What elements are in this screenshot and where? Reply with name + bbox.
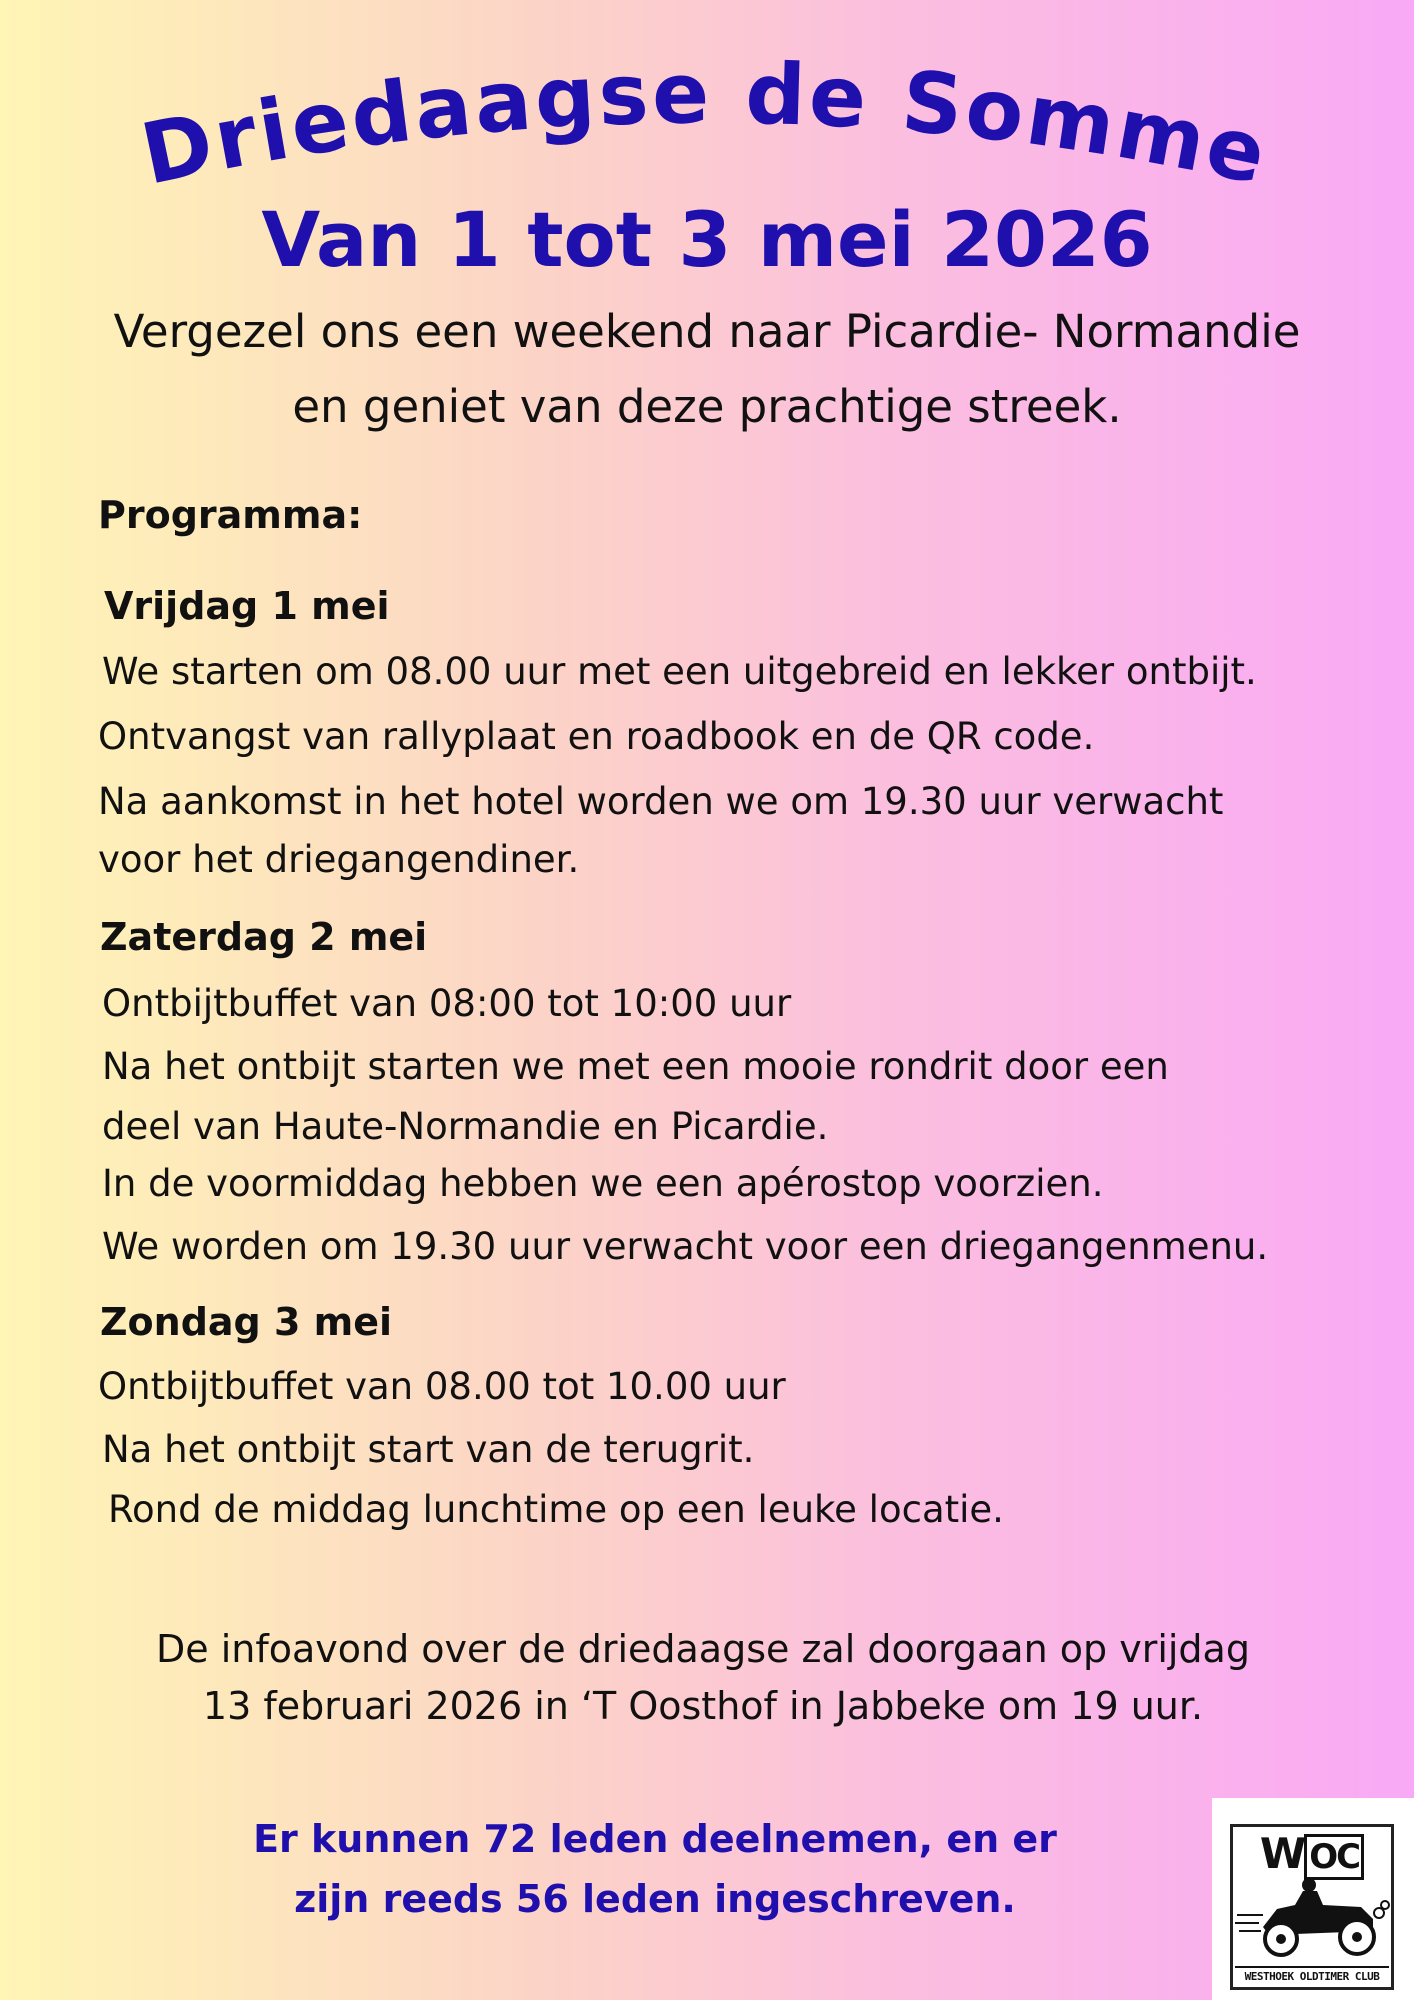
intro-line-2: en geniet van deze prachtige streek. bbox=[292, 380, 1122, 433]
friday-line-4: voor het driegangendiner. bbox=[98, 838, 580, 881]
logo-caption: WESTHOEK OLDTIMER CLUB bbox=[1235, 1966, 1389, 1983]
friday-line-2: Ontvangst van rallyplaat en roadbook en de QR code. bbox=[98, 715, 1095, 758]
saturday-line-4: In de voormiddag hebben we een apérostop voorzien. bbox=[102, 1162, 1104, 1205]
title-text bbox=[133, 44, 1276, 204]
oldtimer-car-icon bbox=[1233, 1827, 1391, 1987]
sunday-line-3: Rond de middag lunchtime op een leuke locatie. bbox=[108, 1488, 1004, 1531]
sunday-line-1: Ontbijtbuffet van 08.00 tot 10.00 uur bbox=[98, 1365, 786, 1408]
saturday-line-5: We worden om 19.30 uur verwacht voor een driegangenmenu. bbox=[102, 1225, 1269, 1268]
saturday-line-1: Ontbijtbuffet van 08:00 tot 10:00 uur bbox=[102, 982, 792, 1025]
info-line-2: 13 februari 2026 in ‘T Oosthof in Jabbeke om 19 uur. bbox=[202, 1684, 1204, 1728]
sunday-line-2: Na het ontbijt start van de terugrit. bbox=[102, 1428, 755, 1471]
logo-letter-w: W bbox=[1259, 1829, 1305, 1878]
club-logo bbox=[1212, 1798, 1414, 2000]
title-textpath: Driedaagse de Somme bbox=[133, 44, 1277, 204]
saturday-line-3: deel van Haute-Normandie en Picardie. bbox=[102, 1105, 829, 1148]
friday-heading: Vrijdag 1 mei bbox=[104, 584, 390, 628]
logo-frame bbox=[1230, 1824, 1394, 1990]
members-line-1: Er kunnen 72 leden deelnemen, en er bbox=[253, 1817, 1057, 1861]
program-heading: Programma: bbox=[98, 493, 363, 537]
members-line-2: zijn reeds 56 leden ingeschreven. bbox=[294, 1877, 1016, 1921]
friday-line-1: We starten om 08.00 uur met een uitgebreid en lekker ontbijt. bbox=[102, 650, 1257, 693]
page-title bbox=[0, 40, 1414, 220]
sunday-heading: Zondag 3 mei bbox=[100, 1300, 393, 1344]
friday-line-3: Na aankomst in het hotel worden we om 19.30 uur verwacht bbox=[98, 780, 1224, 823]
info-line-1: De infoavond over de driedaagse zal doorgaan op vrijdag bbox=[156, 1627, 1250, 1671]
event-dates: Van 1 tot 3 mei 2026 bbox=[261, 195, 1153, 284]
logo-letters-oc: OC bbox=[1304, 1834, 1364, 1880]
saturday-line-2: Na het ontbijt starten we met een mooie rondrit door een bbox=[102, 1045, 1169, 1088]
intro-line-1: Vergezel ons een weekend naar Picardie- Normandie bbox=[113, 305, 1301, 358]
saturday-heading: Zaterdag 2 mei bbox=[100, 915, 428, 959]
